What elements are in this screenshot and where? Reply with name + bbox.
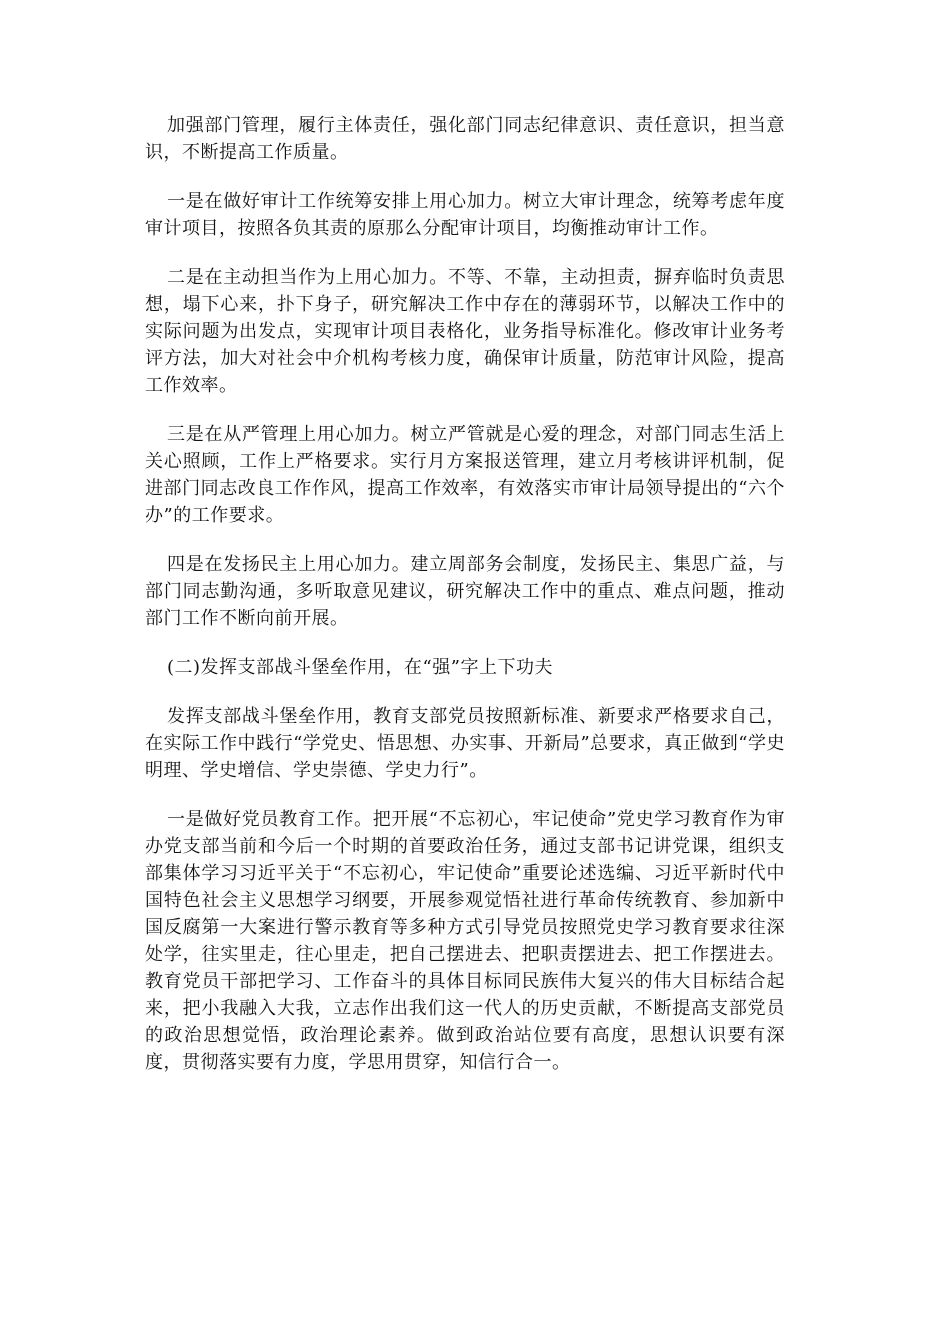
paragraph-democracy: 四是在发扬民主上用心加力。建立周部务会制度，发扬民主、集思广益，与部门同志勤沟通，多听取意见建议，研究解决工作中的重点、难点问题，推动部门工作不断向前开展。 [145,554,785,629]
section-heading: (二)发挥支部战斗堡垒作用，在“强”字上下功夫 [167,657,553,678]
paragraph-strict-management: 三是在从严管理上用心加力。树立严管就是心爱的理念，对部门同志生活上关心照顾，工作上严格要求。实行月方案报送管理，建立月考核讲评机制，促进部门同志改良工作作风，提高工作效率，有效落实市审计局领导提出的“六个办”的工作要求。 [145,424,785,526]
paragraph-department-management: 加强部门管理，履行主体责任，强化部门同志纪律意识、责任意识，担当意识，不断提高工作质量。 [145,115,785,163]
paragraph-audit-planning: 一是在做好审计工作统筹安排上用心加力。树立大审计理念，统筹考虑年度审计项目，按照各负其责的原那么分配审计项目，均衡推动审计工作。 [145,191,785,239]
paragraph-active-responsibility: 二是在主动担当作为上用心加力。不等、不靠，主动担责，摒弃临时负责思想，塌下心来，扑下身子，研究解决工作中存在的薄弱环节，以解决工作中的实际问题为出发点，实现审计项目表格化，业务指导标准化。修改审计业务考评方法，加大对社会中介机构考核力度，确保审计质量，防范审计风险，提高工作效率。 [145,267,785,396]
paragraph-party-branch: 发挥支部战斗堡垒作用，教育支部党员按照新标准、新要求严格要求自己，在实际工作中践行“学党史、悟思想、办实事、开新局”总要求，真正做到“学史明理、学史增信、学史崇德、学史力行”。 [145,706,785,781]
paragraph-party-education: 一是做好党员教育工作。把开展“不忘初心，牢记使命”党史学习教育作为审办党支部当前和今后一个时期的首要政治任务，通过支部书记讲党课，组织支部集体学习习近平关于“不忘初心，牢记使命”重要论述选编、习近平新时代中国特色社会主义思想学习纲要，开展参观觉悟社进行革命传统教育、参加新中国反腐第一大案进行警示教育等多种方式引导党员按照党史学习教育要求往深处学，往实里走，往心里走，把自己摆进去、把职责摆进去、把工作摆进去。教育党员干部把学习、工作奋斗的具体目标同民族伟大复兴的伟大目标结合起来，把小我融入大我，立志作出我们这一代人的历史贡献，不断提高支部党员的政治思想觉悟，政治理论素养。做到政治站位要有高度，思想认识要有深度，贯彻落实要有力度，学思用贯穿，知信行合一。 [145,809,785,1073]
document-body [145,112,785,1098]
